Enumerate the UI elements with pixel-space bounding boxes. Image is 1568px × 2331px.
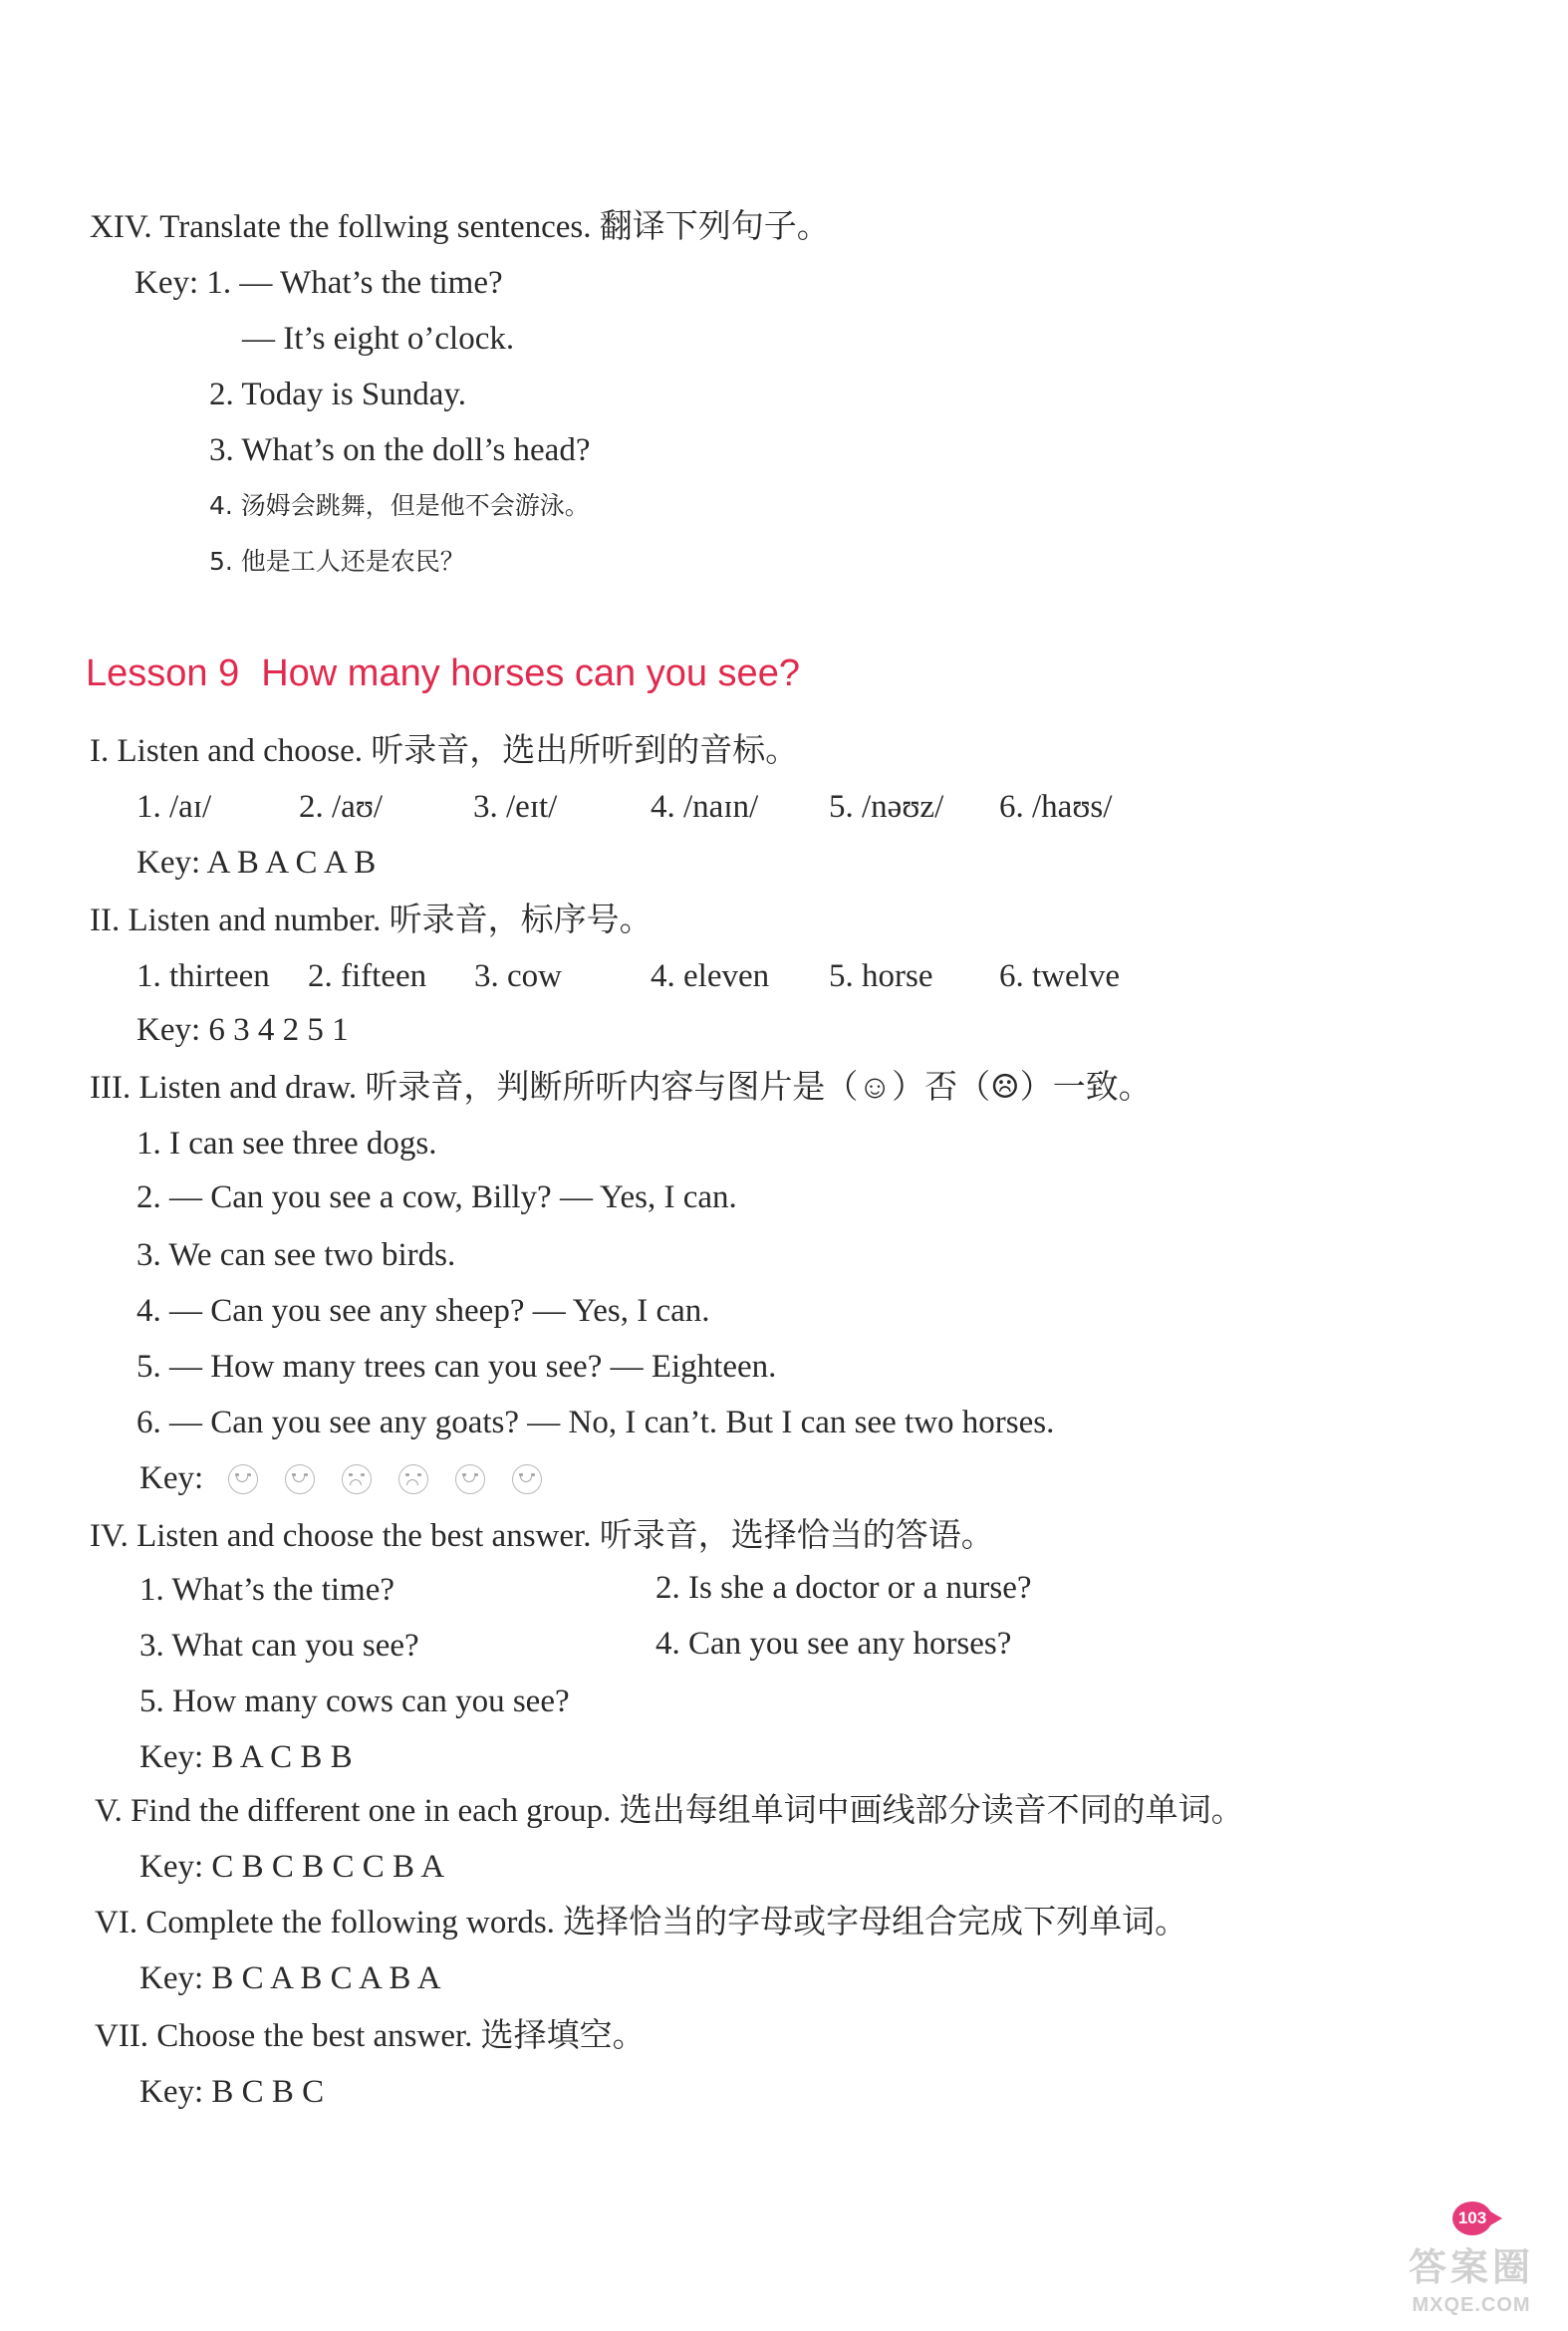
lesson-name: How many horses can you see? [261, 652, 800, 694]
section-14-line: 4. 汤姆会跳舞，但是他不会游泳。 [209, 491, 590, 520]
section-6-key: Key: B C A B C A B A [139, 1960, 441, 1996]
section-3-item: 5. — How many trees can you see? — Eighteen. [136, 1349, 777, 1385]
section-3-item: 2. — Can you see a cow, Billy? — Yes, I can. [136, 1179, 737, 1215]
section-1-item: 5. /nəʊz/ [829, 789, 944, 825]
section-2-item: 2. fifteen [308, 958, 427, 994]
section-1-item: 6. /haʊs/ [999, 789, 1113, 825]
watermark-url: MXQE.COM [1412, 2294, 1531, 2316]
section-1-item: 1. /aɪ/ [136, 789, 212, 825]
section-3-item: 4. — Can you see any sheep? — Yes, I can. [136, 1293, 710, 1329]
section-1-item: 2. /aʊ/ [299, 789, 384, 825]
section-1-item: 3. /eɪt/ [473, 789, 558, 825]
section-4-item: 2. Is she a doctor or a nurse? [655, 1570, 1032, 1606]
watermark-text: 答案圈 [1408, 2247, 1534, 2289]
smile-icon [228, 1464, 258, 1494]
section-7-heading: VII. Choose the best answer. 选择填空。 [95, 2018, 646, 2054]
section-3-key [139, 1460, 566, 1497]
section-5-heading: V. Find the different one in each group. 选出每组单词中画线部分读音不同的单词。 [95, 1793, 1244, 1829]
lesson-title [86, 652, 800, 695]
section-4-item: 3. What can you see? [139, 1628, 419, 1664]
section-2-item: 1. thirteen [136, 958, 270, 994]
section-3-item: 3. We can see two birds. [136, 1237, 456, 1273]
section-14-line: 3. What’s on the doll’s head? [209, 432, 591, 468]
section-3-key-label: Key: [139, 1460, 204, 1496]
section-2-key: Key: 6 3 4 2 5 1 [136, 1012, 349, 1048]
section-7-key: Key: B C B C [139, 2074, 325, 2110]
section-5-key: Key: C B C B C C B A [139, 1849, 445, 1885]
section-1-key: Key: A B A C A B [136, 845, 377, 881]
section-2-item: 4. eleven [651, 958, 770, 994]
section-1-item: 4. /naɪn/ [651, 789, 759, 825]
section-14-key: Key: 1. — What’s the time? [134, 265, 503, 301]
frown-icon [398, 1464, 428, 1494]
watermark-logo [1387, 2243, 1556, 2327]
frown-icon [342, 1464, 372, 1494]
section-14-line: — It’s eight o’clock. [242, 321, 515, 357]
lesson-number: Lesson 9 [86, 652, 240, 694]
section-1-heading: I. Listen and choose. 听录音，选出所听到的音标。 [90, 733, 799, 769]
section-14-line: 2. Today is Sunday. [209, 377, 467, 412]
section-2-item: 3. cow [474, 958, 562, 994]
section-4-item: 4. Can you see any horses? [655, 1626, 1012, 1662]
page-number: 103 [1452, 2202, 1492, 2235]
smile-icon [285, 1464, 315, 1494]
section-3-item: 1. I can see three dogs. [136, 1126, 437, 1162]
smile-icon [455, 1464, 485, 1494]
section-4-heading: IV. Listen and choose the best answer. 听录音，选择恰当的答语。 [90, 1518, 994, 1554]
section-6-heading: VI. Complete the following words. 选择恰当的字母或字母组合完成下列单词。 [95, 1905, 1188, 1941]
section-3-item: 6. — Can you see any goats? — No, I can’t. But I can see two horses. [136, 1405, 1055, 1440]
section-4-item: 1. What’s the time? [139, 1572, 394, 1608]
section-4-item: 5. How many cows can you see? [139, 1684, 570, 1719]
section-3-heading: III. Listen and draw. 听录音，判断所听内容与图片是（☺）否（☹）一致。 [90, 1070, 1152, 1106]
section-2-item: 5. horse [829, 958, 933, 994]
section-14-heading: XIV. Translate the follwing sentences. 翻译下列句子。 [90, 209, 830, 245]
section-4-key: Key: B A C B B [139, 1739, 353, 1775]
section-2-item: 6. twelve [999, 958, 1120, 994]
smile-icon [512, 1464, 542, 1494]
section-14-line: 5. 他是工人还是农民？ [209, 547, 465, 576]
section-2-heading: II. Listen and number. 听录音，标序号。 [90, 903, 653, 938]
